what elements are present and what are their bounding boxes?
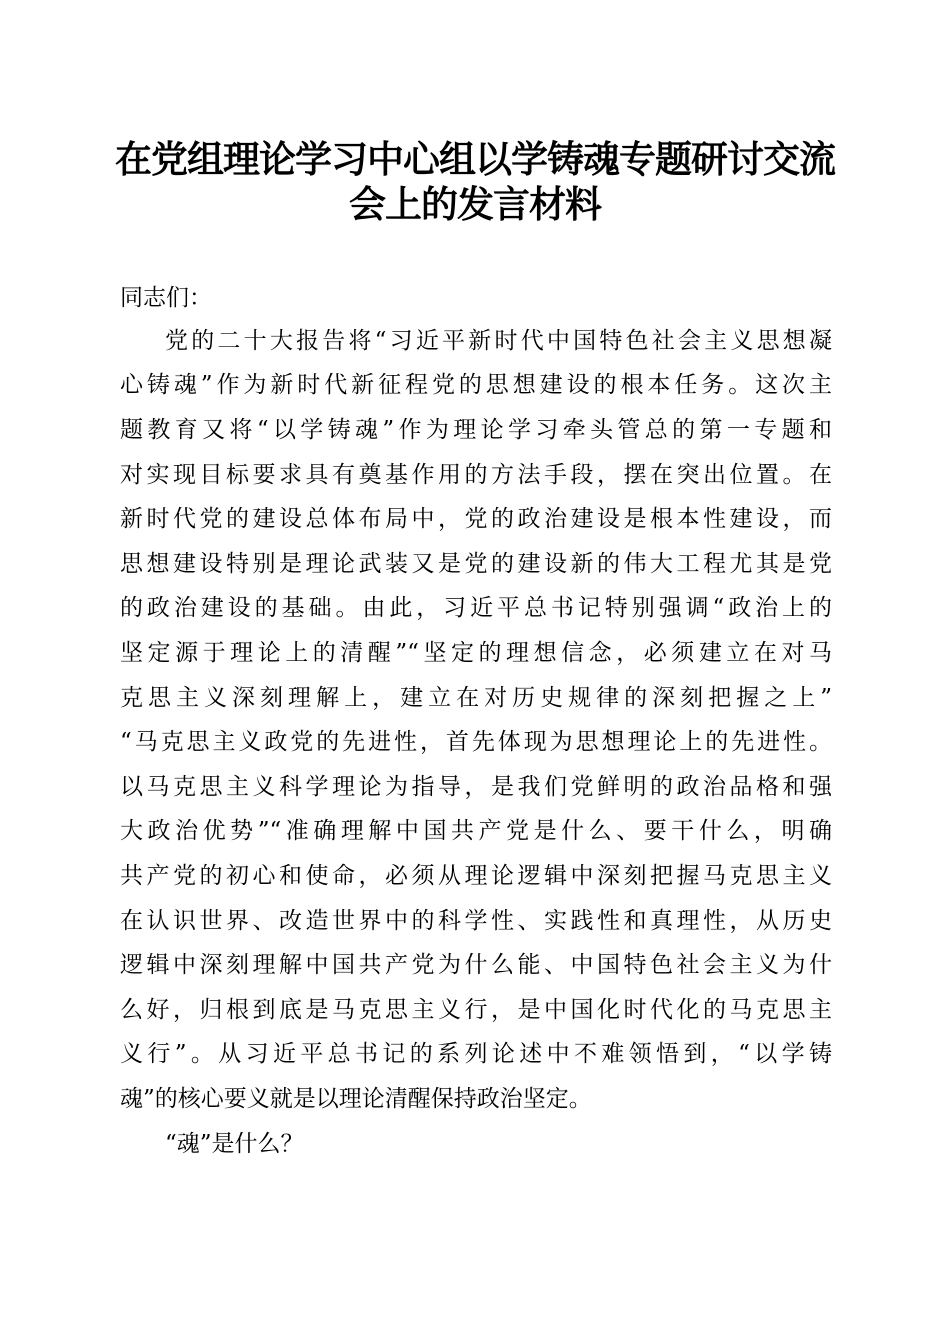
paragraph-2: “魂”是什么？: [165, 1131, 304, 1157]
paragraph-line: 么好，归根到底是马克思主义行，是中国化时代化的马克思主: [120, 997, 832, 1023]
paragraph-line: 大政治优势”“准确理解中国共产党是什么、要干什么，明确: [120, 818, 832, 844]
paragraph-line: 党的二十大报告将“习近平新时代中国特色社会主义思想凝: [165, 328, 832, 354]
paragraph-line: 在认识世界、改造世界中的科学性、实践性和真理性，从历史: [120, 908, 832, 934]
paragraph-line: 题教育又将“以学铸魂”作为理论学习牵头管总的第一专题和: [120, 417, 832, 443]
document-title-line-2: 会上的发言材料: [349, 182, 601, 226]
paragraph-line: 义行”。从习近平总书记的系列论述中不难领悟到，“以学铸: [120, 1041, 832, 1067]
paragraph-line: 思想建设特别是理论武装又是党的建设新的伟大工程尤其是党: [120, 551, 832, 577]
paragraph-line: 新时代党的建设总体布局中，党的政治建设是根本性建设，而: [120, 506, 832, 532]
paragraph-line: 逻辑中深刻理解中国共产党为什么能、中国特色社会主义为什: [120, 952, 832, 978]
document-title-line-1: 在党组理论学习中心组以学铸魂专题研讨交流: [115, 137, 835, 181]
paragraph-line: 克思主义深刻理解上，建立在对历史规律的深刻把握之上”: [120, 685, 832, 711]
salutation: 同志们：: [120, 285, 212, 311]
paragraph-line: 对实现目标要求具有奠基作用的方法手段，摆在突出位置。在: [120, 462, 832, 488]
paragraph-line: 以马克思主义科学理论为指导，是我们党鲜明的政治品格和强: [120, 774, 832, 800]
paragraph-line: 心铸魂”作为新时代新征程党的思想建设的根本任务。这次主: [120, 372, 832, 398]
paragraph-line: 共产党的初心和使命，必须从理论逻辑中深刻把握马克思主义: [120, 863, 832, 889]
paragraph-line: 坚定源于理论上的清醒”“坚定的理想信念，必须建立在对马: [120, 640, 832, 666]
paragraph-line: 魂”的核心要义就是以理论清醒保持政治坚定。: [120, 1086, 592, 1112]
paragraph-line: “马克思主义政党的先进性，首先体现为思想理论上的先进性。: [120, 729, 832, 755]
paragraph-line: 的政治建设的基础。由此，习近平总书记特别强调“政治上的: [120, 595, 832, 621]
